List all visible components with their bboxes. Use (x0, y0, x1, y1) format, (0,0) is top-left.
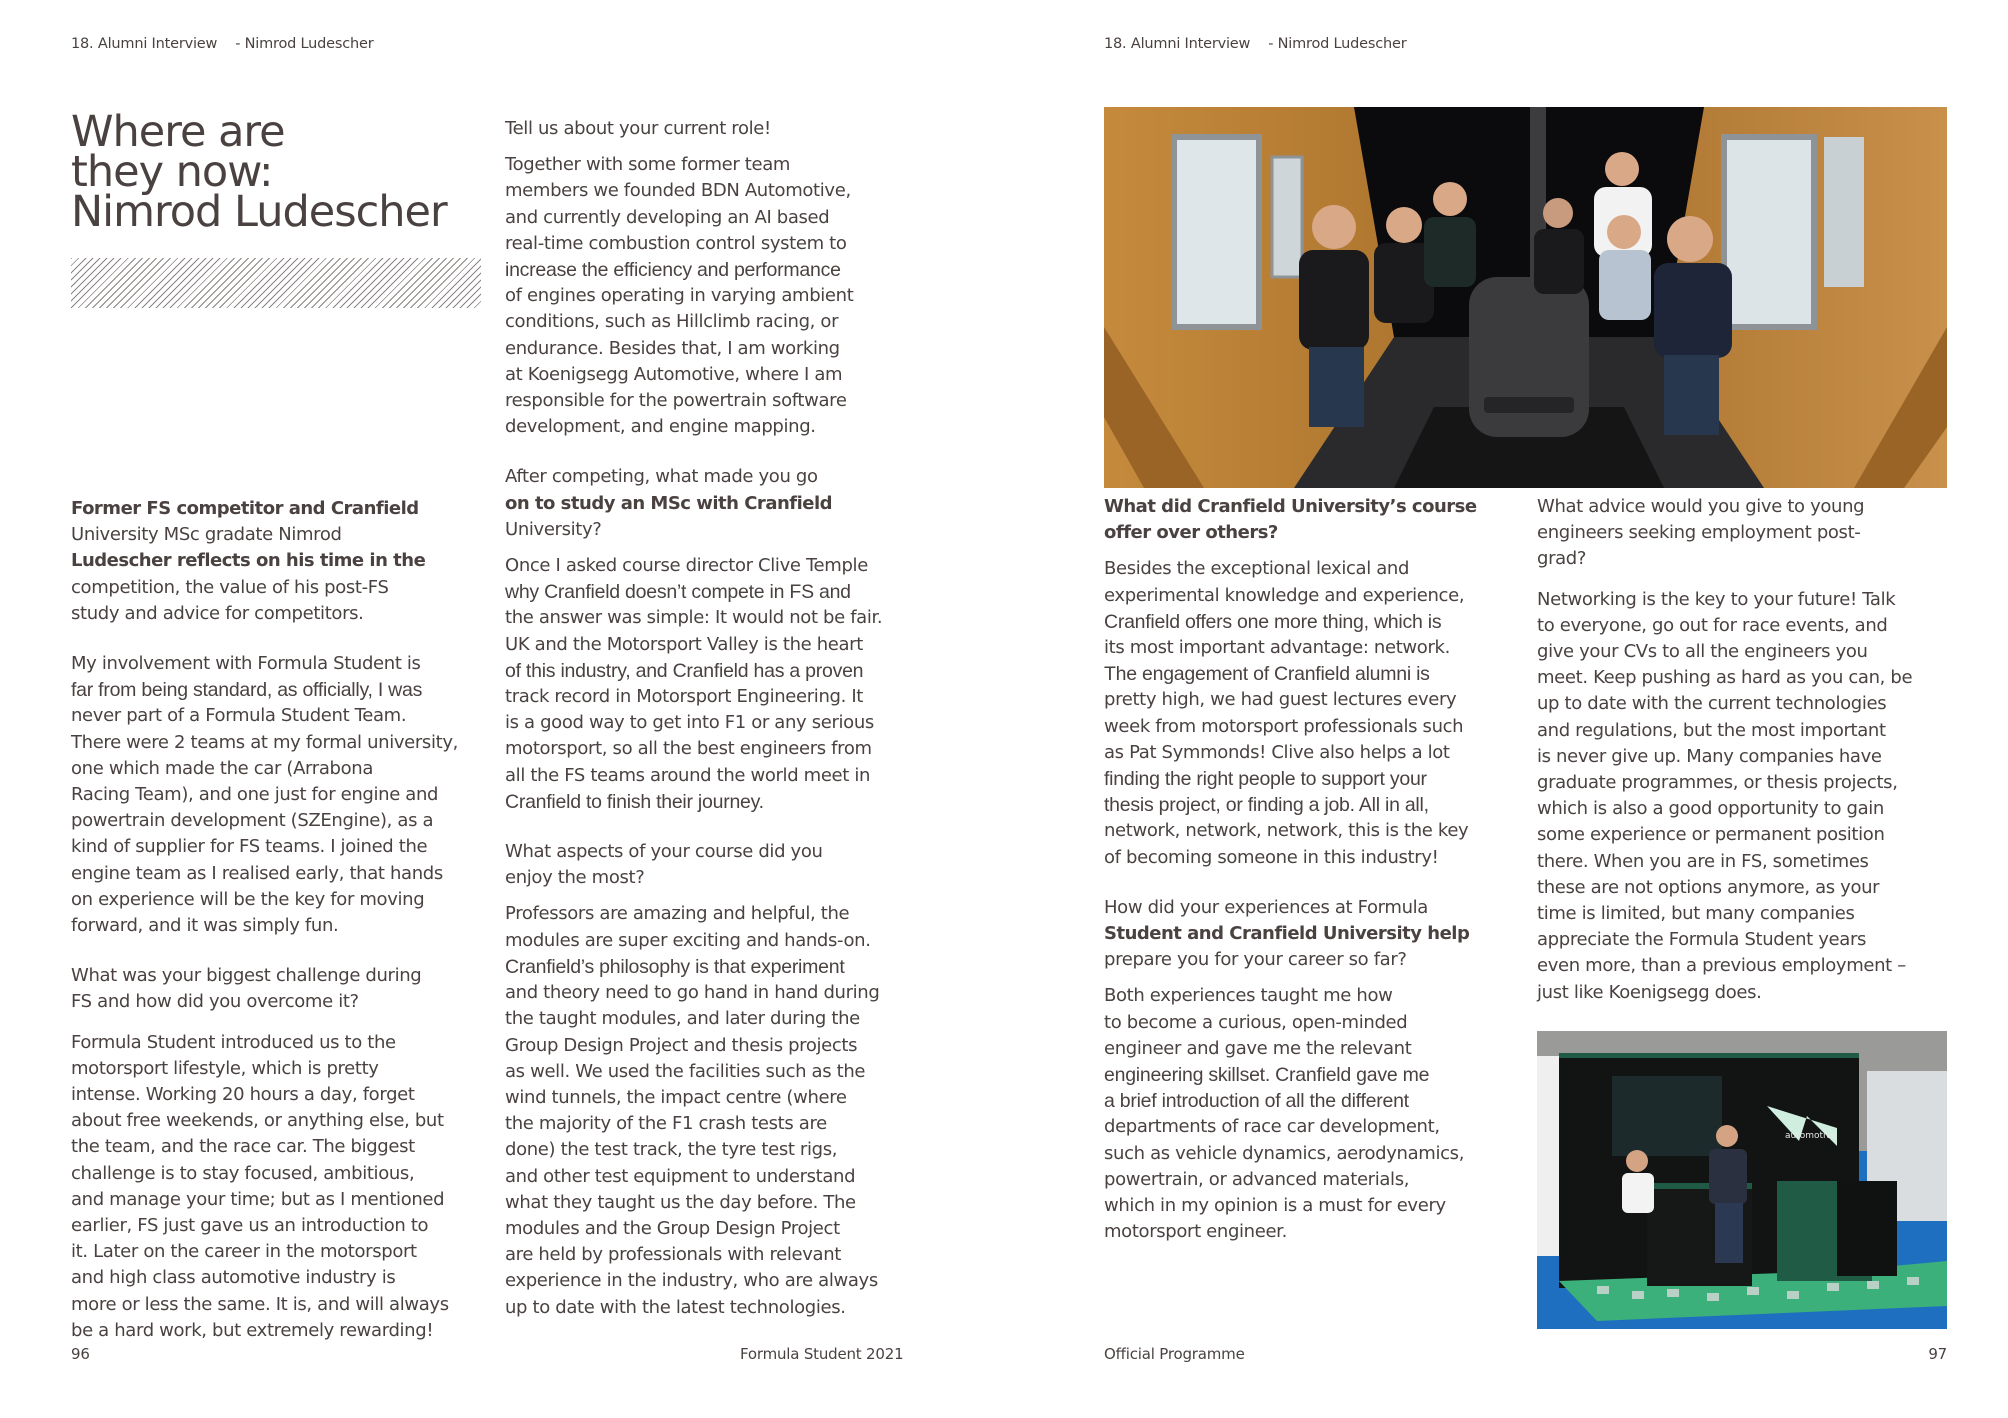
text-line: never part of a Formula Student Team. (71, 705, 407, 727)
text-line: prepare you for your career so far? (1104, 949, 1407, 971)
answer-course (1104, 556, 1514, 870)
text-line: of becoming someone in this industry! (1104, 846, 1439, 868)
title-line: Nimrod Ludescher (71, 187, 447, 237)
text-line: about free weekends, or anything else, but (71, 1110, 444, 1132)
text-line: meet. Keep pushing as hard as you can, be (1537, 667, 1913, 689)
page-title (71, 107, 447, 237)
text-line: What was your biggest challenge during (71, 965, 422, 987)
text-line: on to study an MSc with Cranfield (505, 492, 833, 514)
text-line: endurance. Besides that, I am working (505, 337, 840, 359)
text-line: offer over others? (1104, 522, 1278, 544)
text-line: what they taught us the day before. The (505, 1191, 856, 1213)
text-line: What advice would you give to young (1537, 496, 1865, 517)
column-2 (505, 116, 905, 1331)
text-line: engine team as I realised early, that hands (71, 862, 443, 884)
text-line: even more, than a previous employment – (1537, 955, 1906, 977)
answer-role (505, 152, 905, 440)
text-line: Tell us about your current role! (505, 118, 771, 139)
text-line: is a good way to get into F1 or any serious (505, 712, 874, 734)
intro-paragraph (71, 496, 486, 627)
text-line: motorsport lifestyle, which is pretty (71, 1057, 379, 1079)
text-line: Together with some former team (505, 154, 791, 176)
text-line: engineer and gave me the relevant (1104, 1037, 1412, 1059)
question-enjoy (505, 839, 905, 891)
hatched-decoration (71, 258, 481, 308)
text-line: UK and the Motorsport Valley is the heart (505, 633, 863, 655)
text-line: Professors are amazing and helpful, the (505, 903, 850, 925)
text-line: network, network, network, this is the key (1104, 820, 1469, 842)
question-msc (505, 464, 905, 543)
team-photo-illustration (1104, 107, 1947, 488)
text-line: at Koenigsegg Automotive, where I am (505, 363, 843, 385)
text-line: experience in the industry, who are always (505, 1270, 878, 1292)
text-line: of engines operating in varying ambient (505, 285, 854, 307)
text-line: Once I asked course director Clive Temple (505, 555, 868, 577)
text-line: University? (505, 518, 602, 540)
text-line: to become a curious, open-minded (1104, 1011, 1408, 1033)
text-line: responsible for the powertrain software (505, 390, 847, 412)
text-line: the majority of the F1 crash tests are (505, 1113, 827, 1135)
text-line: Racing Team), and one just for engine and (71, 784, 439, 806)
answer-msc (505, 553, 905, 815)
text-line: are held by professionals with relevant (505, 1244, 841, 1266)
column-3 (1104, 494, 1514, 1255)
text-line: There were 2 teams at my formal university, (71, 731, 458, 753)
text-line: After competing, what made you go (505, 466, 818, 488)
question-course (1104, 494, 1514, 546)
text-line: competition, the value of his post-FS (71, 576, 389, 598)
involvement-paragraph (71, 651, 486, 939)
text-line: challenge is to stay focused, ambitious, (71, 1162, 415, 1184)
title-line: they now: (71, 147, 273, 197)
text-line: pretty high, we had guest lectures every (1104, 689, 1457, 711)
text-line: such as vehicle dynamics, aerodynamics, (1104, 1142, 1465, 1164)
text-line: powertrain, or advanced materials, (1104, 1168, 1410, 1190)
text-line: Formula Student introduced us to the (71, 1031, 396, 1053)
text-line: Cranfield’s philosophy is that experiment (505, 955, 845, 978)
text-line: far from being standard, as officially, I was (71, 679, 423, 702)
text-line: time is limited, but many companies (1537, 903, 1855, 925)
text-line: as well. We used the facilities such as the (505, 1060, 866, 1082)
text-line: forward, and it was simply fun. (71, 915, 339, 937)
text-line: How did your experiences at Formula (1104, 896, 1428, 918)
text-line: conditions, such as Hillclimb racing, or (505, 311, 839, 333)
text-line: and other test equipment to understand (505, 1165, 856, 1187)
text-line: Networking is the key to your future! Talk (1537, 588, 1896, 610)
column-4 (1537, 494, 1947, 1016)
text-line: these are not options anymore, as your (1537, 876, 1880, 898)
text-line: be a hard work, but extremely rewarding! (71, 1319, 434, 1341)
team-wind-tunnel-photo (1104, 107, 1947, 488)
text-line: kind of supplier for FS teams. I joined the (71, 836, 428, 858)
text-line: motorsport, so all the best engineers from (505, 738, 872, 760)
text-line: modules are super exciting and hands-on. (505, 929, 871, 951)
text-line: the team, and the race car. The biggest (71, 1136, 415, 1158)
text-line: modules and the Group Design Project (505, 1217, 840, 1239)
text-line: the taught modules, and later during the (505, 1008, 860, 1030)
text-line: development, and engine mapping. (505, 416, 816, 438)
text-line: grad? (1537, 548, 1587, 570)
text-line: increase the efficiency and performance (505, 259, 841, 282)
text-line: just like Koenigsegg does. (1537, 981, 1762, 1003)
text-line: real-time combustion control system to (505, 232, 847, 254)
column-1 (71, 496, 486, 1354)
running-head-right (1104, 36, 1407, 52)
text-line: more or less the same. It is, and will always (71, 1293, 449, 1315)
text-line: graduate programmes, or thesis projects, (1537, 772, 1898, 794)
text-line: Both experiences taught me how (1104, 985, 1393, 1007)
text-line: The engagement of Cranfield alumni is (1104, 663, 1430, 686)
page-number-right: 97 (1928, 1345, 1947, 1363)
text-line: and currently developing an AI based (505, 206, 830, 228)
text-line: why Cranfield doesn’t compete in FS and (505, 581, 851, 604)
text-line: departments of race car development, (1104, 1116, 1440, 1138)
text-line: and manage your time; but as I mentioned (71, 1188, 445, 1210)
text-line: intense. Working 20 hours a day, forget (71, 1084, 415, 1106)
answer-enjoy (505, 901, 905, 1320)
answer-challenge (71, 1030, 486, 1344)
text-line: which is also a good opportunity to gain (1537, 798, 1884, 820)
question-role (505, 116, 905, 142)
text-line: which in my opinion is a must for every (1104, 1195, 1446, 1217)
text-line: Former FS competitor and Cranfield (71, 498, 419, 519)
text-line: all the FS teams around the world meet in (505, 764, 871, 786)
text-line: it. Later on the career in the motorsport (71, 1241, 417, 1263)
text-line: FS and how did you overcome it? (71, 991, 359, 1013)
text-line: Cranfield to finish their journey. (505, 790, 764, 813)
text-line: done) the test track, the tyre test rigs, (505, 1139, 838, 1161)
text-line: members we founded BDN Automotive, (505, 180, 851, 202)
running-head-subject: - Nimrod Ludescher (1268, 36, 1407, 52)
text-line: Besides the exceptional lexical and (1104, 558, 1410, 580)
text-line: give your CVs to all the engineers you (1537, 641, 1868, 663)
footer-title-left: Formula Student 2021 (740, 1345, 904, 1363)
text-line: What aspects of your course did you (505, 841, 823, 863)
text-line: track record in Motorsport Engineering. It (505, 686, 864, 708)
text-line: Cranfield offers one more thing, which is (1104, 610, 1442, 633)
text-line: Ludescher reflects on his time in the (71, 550, 426, 572)
answer-help (1104, 983, 1514, 1245)
text-line: wind tunnels, the impact centre (where (505, 1086, 847, 1108)
text-line: earlier, FS just gave us an introduction to (71, 1215, 429, 1237)
text-line: on experience will be the key for moving (71, 888, 425, 910)
text-line: motorsport engineer. (1104, 1221, 1287, 1243)
booth-photo-illustration (1537, 1031, 1947, 1329)
running-head-section: 18. Alumni Interview (71, 36, 218, 52)
text-line: is never give up. Many companies have (1537, 745, 1882, 767)
footer-title-right: Official Programme (1104, 1345, 1245, 1363)
text-line: engineering skillset. Cranfield gave me (1104, 1064, 1430, 1087)
text-line: week from motorsport professionals such (1104, 715, 1464, 737)
text-line: appreciate the Formula Student years (1537, 929, 1867, 951)
text-line: up to date with the latest technologies. (505, 1296, 846, 1318)
text-line: Group Design Project and thesis projects (505, 1034, 858, 1056)
text-line: the answer was simple: It would not be fair. (505, 607, 883, 629)
booth-sign-text: automotive (1785, 1131, 1837, 1141)
answer-advice (1537, 587, 1947, 1006)
text-line: one which made the car (Arrabona (71, 757, 373, 779)
text-line: its most important advantage: network. (1104, 637, 1450, 659)
text-line: engineers seeking employment post- (1537, 522, 1861, 544)
exhibition-booth-photo (1537, 1031, 1947, 1329)
text-line: My involvement with Formula Student is (71, 653, 421, 675)
text-line: experimental knowledge and experience, (1104, 584, 1465, 606)
text-line: thesis project, or finding a job. All in all, (1104, 794, 1429, 817)
text-line: enjoy the most? (505, 867, 645, 889)
text-line: there. When you are in FS, sometimes (1537, 850, 1869, 872)
running-head-subject: - Nimrod Ludescher (235, 36, 374, 52)
title-line: Where are (71, 107, 285, 157)
text-line: of this industry, and Cranfield has a proven (505, 659, 864, 682)
text-line: University MSc gradate Nimrod (71, 524, 342, 546)
text-line: and theory need to go hand in hand during (505, 982, 880, 1004)
page-number-left: 96 (71, 1345, 90, 1363)
text-line: as Pat Symmonds! Clive also helps a lot (1104, 741, 1450, 763)
question-advice (1537, 494, 1947, 573)
text-line: a brief introduction of all the different (1104, 1090, 1409, 1113)
text-line: finding the right people to support your (1104, 768, 1427, 791)
text-line: to everyone, go out for race events, and (1537, 614, 1888, 636)
text-line: study and advice for competitors. (71, 602, 364, 624)
text-line: and high class automotive industry is (71, 1267, 396, 1289)
text-line: powertrain development (SZEngine), as a (71, 810, 434, 832)
text-line: Student and Cranfield University help (1104, 923, 1470, 945)
running-head-section: 18. Alumni Interview (1104, 36, 1251, 52)
text-line: up to date with the current technologies (1537, 693, 1887, 715)
text-line: and regulations, but the most important (1537, 719, 1886, 741)
question-help (1104, 895, 1514, 974)
running-head-left (71, 36, 374, 52)
text-line: some experience or permanent position (1537, 824, 1885, 846)
text-line: What did Cranfield University’s course (1104, 496, 1477, 517)
question-challenge (71, 963, 486, 1015)
